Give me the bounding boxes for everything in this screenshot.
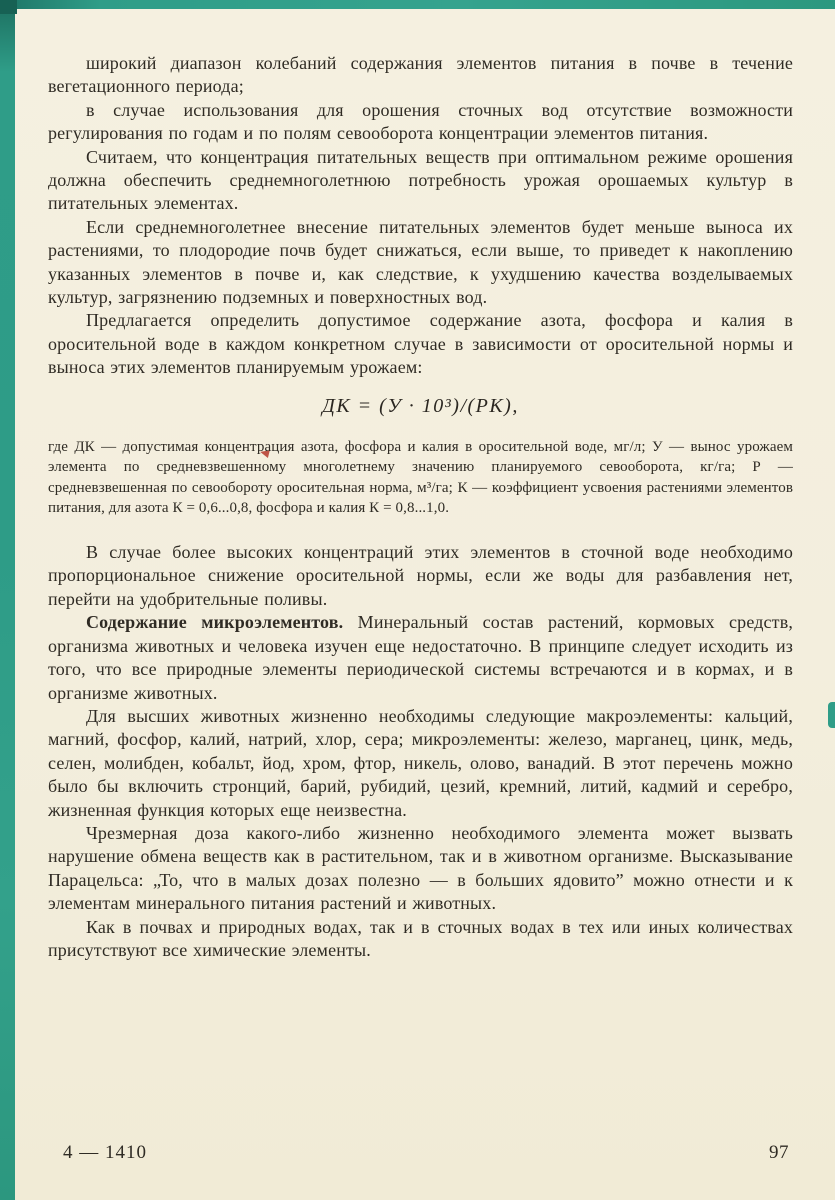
paragraph: Как в почвах и природных водах, так и в сточных водах в тех или иных количествах присутствуют все химические элементы. (48, 916, 793, 960)
paragraph: Предлагается определить допустимое содержание азота, фосфора и калия в оросительной воде в каждом конкретном случае в зависимости от оросительной нормы и выноса этих элементов планируемым урожаем: (48, 310, 793, 378)
paragraph-bold-lead: Содержание микроэлементов. (86, 612, 344, 633)
page-number: 97 (769, 1142, 789, 1163)
formula-legend: где ДК — допустимая концентрация азота, фосфора и калия в оросительной воде, мг/л; У — вынос урожаем элемента по средневзвешенному многолетнему значению планируемого севооборота, кг/га; Р — средневзвешенная по севообороту оросительная норма, м³/га; К — коэффициент усвоения растениями элементов питания, для азота К = 0,6...0,8, фосфора и калия К = 0,8...1,0. (48, 438, 793, 517)
paragraph: Чрезмерная доза какого-либо жизненно необходимого элемента может вызвать нарушение обмена веществ как в растительном, так и в животном организме. Высказывание Парацельса: „То, что в малых дозах полезно — в больших ядовито” можно отнести и к элементам минерального питания растений и животных. (48, 822, 793, 914)
page-content (15, 9, 835, 1200)
paragraph: Если среднемноголетнее внесение питательных элементов будет меньше выноса их растениями, то плодородие почв будет снижаться, если выше, то приведет к накоплению указанных элементов в почве и, как следствие, к ухудшению качества возделываемых культур, загрязнению подземных и поверхностных вод. (48, 216, 793, 308)
formula: ДК = (У · 10³)/(РК), (322, 394, 519, 417)
paragraph: Считаем, что концентрация питательных веществ при оптимальном режиме орошения должна обеспечить среднемноголетнюю потребность урожая орошаемых культур в питательных элементах. (48, 146, 793, 214)
paragraph: В случае более высоких концентраций этих элементов в сточной воде необходимо пропорциональное снижение оросительной нормы, если же воды для разбавления нет, перейти на удобрительные поливы. (48, 542, 793, 609)
print-signature: 4 — 1410 (63, 1142, 147, 1163)
page-footer (63, 1142, 789, 1164)
scan-edge-left (0, 0, 15, 1200)
scan-edge-top (0, 0, 835, 9)
paragraph (48, 611, 793, 705)
paragraph: широкий диапазон колебаний содержания элементов питания в почве в течение вегетационного периода; (48, 53, 793, 97)
paragraph: в случае использования для орошения сточных вод отсутствие возможности регулирования по годам и по полям севооборота концентрации элементов питания. (48, 99, 793, 144)
paragraph-text: Минеральный состав растений, кормовых средств, организма животных и человека изучен еще недостаточно. В принципе следует исходить из того, что все природные элементы периодической системы встречаются и в кормах, и в организме животных. (48, 612, 793, 703)
paragraph: Для высших животных жизненно необходимы следующие макроэлементы: кальций, магний, фосфор, калий, натрий, хлор, сера; микроэлементы: железо, марганец, цинк, медь, селен, молибден, кобальт, йод, хром, фтор, никель, олово, ванадий. В этот перечень можно было бы включить стронций, барий, рубидий, цезий, кремний, литий, кадмий и серебро, жизненная функция которых еще неизвестна. (48, 705, 793, 820)
